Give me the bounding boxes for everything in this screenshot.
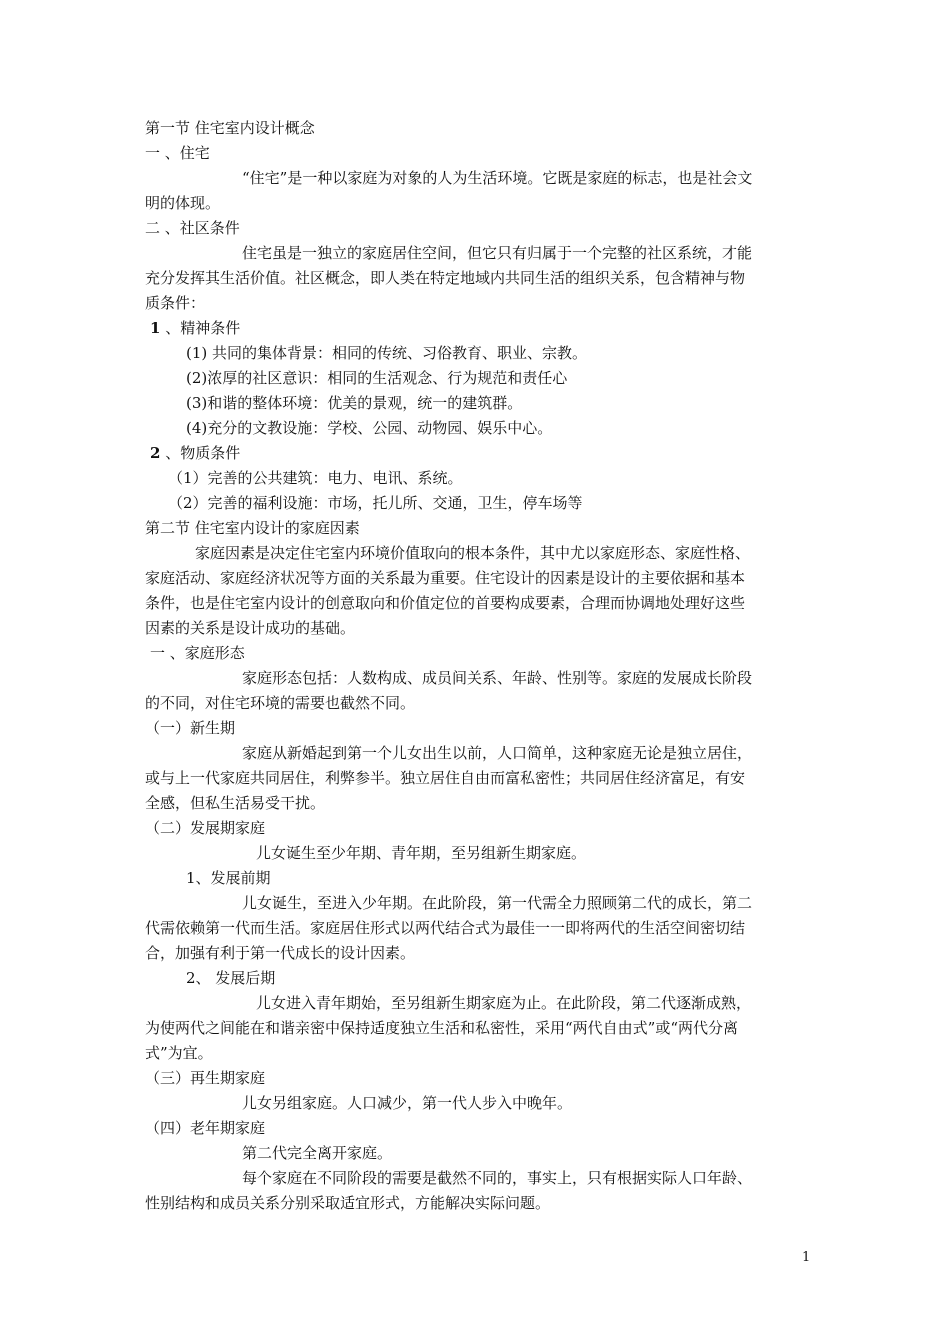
section2-title: 第二节 住宅室内设计的家庭因素 — [145, 519, 360, 537]
paragraph-line: 第二代完全离开家庭。 — [242, 1144, 393, 1162]
heading-dev-early: 1、发展前期 — [186, 869, 271, 887]
paragraph-line: 充分发挥其生活价值。社区概念，即人类在特定地域内共同生活的组织关系，包含精神与物 — [145, 269, 746, 287]
heading-development: （二）发展期家庭 — [145, 819, 266, 837]
list-item: (1) 共同的集体背景：相同的传统、习俗教育、职业、宗教。 — [186, 344, 588, 362]
paragraph-line: 住宅虽是一独立的家庭居住空间，但它只有归属于一个完整的社区系统，才能 — [242, 244, 753, 262]
heading-community: 二 、社区条件 — [145, 219, 240, 237]
paragraph-line: 代需依赖第一代而生活。家庭居住形式以两代结合式为最佳一一即将两代的生活空间密切结 — [145, 919, 746, 937]
list-item: (3)和谐的整体环境：优美的景观，统一的建筑群。 — [186, 394, 523, 412]
paragraph-line: 儿女诞生，至进入少年期。在此阶段，第一代需全力照顾第二代的成长，第二 — [242, 894, 753, 912]
heading-number: 1 — [150, 319, 161, 337]
heading-spiritual — [150, 318, 240, 338]
heading-family-form: 一 、家庭形态 — [150, 644, 245, 662]
heading-old-age: （四）老年期家庭 — [145, 1119, 266, 1137]
paragraph-line: 性别结构和成员关系分别采取适宜形式，方能解决实际问题。 — [145, 1194, 551, 1212]
heading-material — [150, 443, 240, 463]
paragraph-line: 或与上一代家庭共同居住，利弊参半。独立居住自由而富私密性；共同居住经济富足，有安 — [145, 769, 746, 787]
paragraph-line: 的不同，对住宅环境的需要也截然不同。 — [145, 694, 416, 712]
paragraph-line: 家庭活动、家庭经济状况等方面的关系最为重要。住宅设计的因素是设计的主要依据和基本 — [145, 569, 746, 587]
heading-regeneration: （三）再生期家庭 — [145, 1069, 266, 1087]
section1-title: 第一节 住宅室内设计概念 — [145, 119, 315, 137]
heading-label: 、物质条件 — [160, 444, 241, 462]
paragraph-line: “住宅”是一种以家庭为对象的人为生活环境。它既是家庭的标志，也是社会文 — [242, 169, 753, 187]
heading-new-period: （一）新生期 — [145, 719, 236, 737]
paragraph-line: 全感，但私生活易受干扰。 — [145, 794, 326, 812]
heading-label: 、精神条件 — [160, 319, 241, 337]
paragraph-line: 式”为宜。 — [145, 1044, 213, 1062]
paragraph-line: 质条件： — [145, 294, 206, 312]
heading-number: 2 — [150, 444, 161, 462]
list-item: （2）完善的福利设施：市场，托儿所、交通，卫生，停车场等 — [168, 494, 583, 512]
paragraph-line: 条件，也是住宅室内设计的创意取向和价值定位的首要构成要素，合理而协调地处理好这些 — [145, 594, 746, 612]
heading-dev-late: 2、 发展后期 — [186, 969, 276, 987]
paragraph-line: 为使两代之间能在和谐亲密中保持适度独立生活和私密性，采用“两代自由式”或“两代分离 — [145, 1019, 739, 1037]
paragraph-line: 儿女进入青年期始，至另组新生期家庭为止。在此阶段，第二代逐渐成熟， — [256, 994, 752, 1012]
paragraph-line: 家庭从新婚起到第一个儿女出生以前，人口简单，这种家庭无论是独立居住， — [242, 744, 753, 762]
paragraph-line: 儿女诞生至少年期、青年期，至另组新生期家庭。 — [256, 844, 587, 862]
paragraph-line: 家庭因素是决定住宅室内环境价值取向的根本条件，其中尤以家庭形态、家庭性格、 — [195, 544, 751, 562]
paragraph-line: 每个家庭在不同阶段的需要是截然不同的，事实上，只有根据实际人口年龄、 — [242, 1169, 753, 1187]
list-item: (4)充分的文教设施：学校、公园、动物园、娱乐中心。 — [186, 419, 553, 437]
paragraph-line: 明的体现。 — [145, 194, 221, 212]
page-number: 1 — [802, 1250, 811, 1265]
list-item: （1）完善的公共建筑：电力、电讯、系统。 — [168, 469, 463, 487]
paragraph-line: 儿女另组家庭。人口减少，第一代人步入中晚年。 — [242, 1094, 573, 1112]
paragraph-line: 合，加强有利于第一代成长的设计因素。 — [145, 944, 416, 962]
paragraph-line: 家庭形态包括：人数构成、成员间关系、年龄、性别等。家庭的发展成长阶段 — [242, 669, 753, 687]
heading-residence: 一 、住宅 — [145, 144, 210, 162]
list-item: (2)浓厚的社区意识：相同的生活观念、行为规范和责任心 — [186, 369, 568, 387]
paragraph-line: 因素的关系是设计成功的基础。 — [145, 619, 356, 637]
